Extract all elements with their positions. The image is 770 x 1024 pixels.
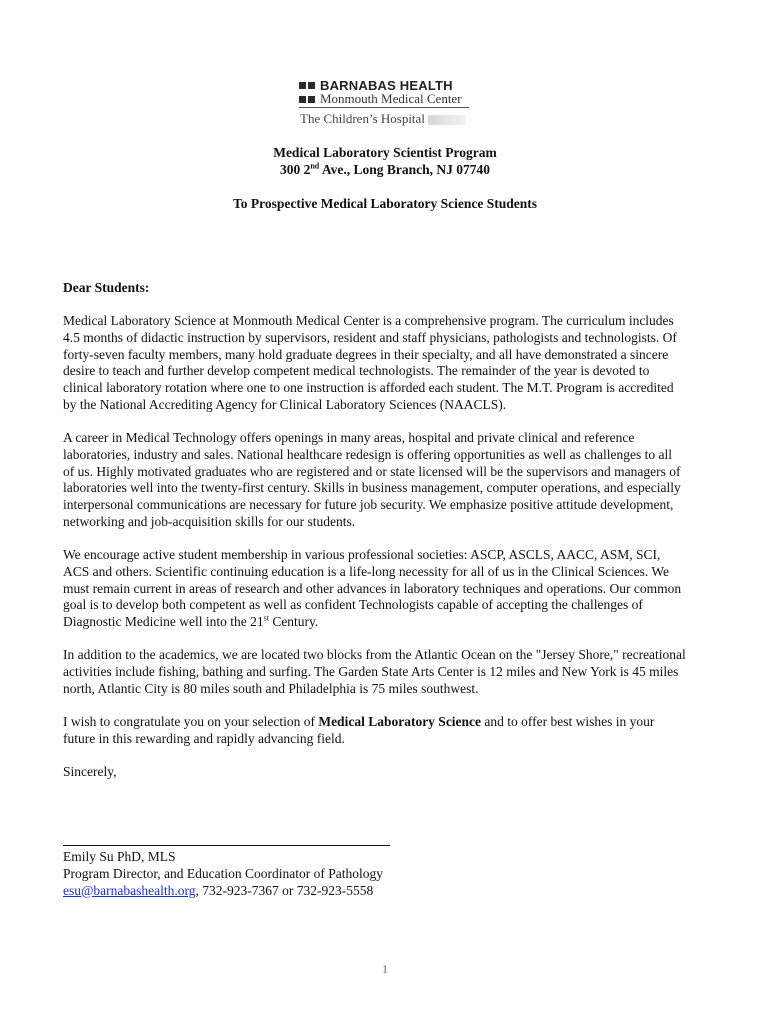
signer-title: Program Director, and Education Coordinator of Pathology [63, 865, 384, 881]
paragraph-line: north, Atlantic City is 80 miles south and Philadelphia is 75 miles southwest. [63, 680, 479, 696]
paragraph-line: by the National Accrediting Agency for Clinical Laboratory Sciences (NAACLS). [63, 396, 507, 412]
paragraph-line [63, 614, 713, 631]
audience-heading: To Prospective Medical Laboratory Science Students [232, 196, 538, 211]
paragraph-line: laboratories, industry and sales. National healthcare redesign is offering opportunities as well as challenges to all [63, 446, 672, 462]
closing: Sincerely, [63, 764, 117, 779]
signature-block [63, 849, 713, 899]
program-address [0, 162, 770, 178]
logo-squares-icon [299, 82, 315, 89]
address-part-1: 300 2 [279, 162, 311, 177]
phone-numbers: , 732-923-7367 or 732-923-5558 [195, 882, 374, 898]
paragraph-program [63, 313, 713, 414]
paragraph-line: networking and job-acquisition skills for our students. [63, 513, 356, 529]
email-link[interactable]: esu@barnabashealth.org [63, 882, 196, 898]
logo-divider [299, 107, 469, 108]
logo-center-name: Monmouth Medical Center [320, 91, 462, 106]
logo-hospital-name: The Children’s Hospital [300, 111, 425, 126]
paragraph-line: laboratories well into the twenty-first century. Skills in business management, computer operations, and especially [63, 480, 681, 496]
paragraph-line: ACS and others. Scientific continuing education is a life-long necessity for all of us in the Clinical Sciences. We [63, 563, 670, 579]
program-name-emphasis: Medical Laboratory Science [318, 714, 482, 729]
paragraph-congratulations [63, 714, 713, 748]
congrats-text-2: and to offer best wishes in your [481, 714, 655, 729]
signature-line [63, 845, 390, 846]
program-title: Medical Laboratory Scientist Program [273, 145, 497, 160]
paragraph-line: Medical Laboratory Science at Monmouth Medical Center is a comprehensive program. The curriculum includes [63, 313, 674, 328]
address-ordinal: nd [310, 161, 320, 171]
logo-hospital-row [300, 111, 466, 127]
logo-center-row [299, 92, 471, 106]
paragraph-career [63, 430, 713, 531]
hospital-logo [299, 78, 471, 128]
signer-contact [63, 883, 713, 900]
paragraph-line: In addition to the academics, we are located two blocks from the Atlantic Ocean on the "Jersey Shore," recreational [63, 647, 686, 662]
paragraph-location [63, 647, 713, 697]
paragraph-line: future in this rewarding and rapidly advancing field. [63, 730, 345, 746]
salutation: Dear Students: [63, 280, 150, 295]
paragraph-line: of us. Highly motivated graduates who are registered and or state licensed will be the supervisors and managers of [63, 463, 681, 479]
paragraph-line: clinical laboratory rotation where one to one instruction is afforded each student. The M.T. Program is accredited [63, 380, 674, 396]
logo-squares-icon [299, 96, 315, 103]
paragraph-line: interpersonal communications are necessary for future job security. We emphasize positive attitude development, [63, 497, 674, 513]
paragraph-line: A career in Medical Technology offers openings in many areas, hospital and private clinical and reference [63, 430, 635, 445]
signer-name: Emily Su PhD, MLS [63, 849, 176, 864]
paragraph-line: activities include fishing, bathing and surfing. The Garden State Arts Center is 12 miles and New York is 45 miles [63, 663, 679, 679]
paragraph-line: 4.5 months of didactic instruction by supervisors, resident and staff physicians, pathologists and technologists. Of [63, 329, 677, 345]
century-text-2: Century. [268, 614, 319, 630]
address-part-2: Ave., Long Branch, NJ 07740 [319, 162, 491, 177]
congrats-text-1: I wish to congratulate you on your selection of [63, 714, 319, 729]
logo-org-row [299, 78, 471, 92]
paragraph-line: goal is to develop both competent as well as confident Technologists capable of accepting the challenges of [63, 597, 643, 613]
paragraph-line: forty-seven faculty members, many hold graduate degrees in their specialty, and all have demonstrated a sincere [63, 346, 669, 362]
paragraph-societies [63, 547, 713, 631]
page-number: 1 [382, 962, 388, 976]
century-text-1: Diagnostic Medicine well into the 21 [63, 614, 264, 630]
paragraph-line: desire to teach and further develop competent medical technologists. The remainder of the year is devoted to [63, 363, 650, 379]
paragraph-line [63, 714, 713, 731]
century-ordinal: st [263, 613, 269, 623]
logo-org-name: BARNABAS HEALTH [320, 77, 453, 93]
paragraph-line: We encourage active student membership in various professional societies: ASCP, ASCLS, AACC, ASM, SCI, [63, 547, 661, 562]
paragraph-line: must remain current in areas of research and other advances in laboratory techniques and operations. Our common [63, 580, 682, 596]
logo-faded-mark [428, 115, 466, 125]
